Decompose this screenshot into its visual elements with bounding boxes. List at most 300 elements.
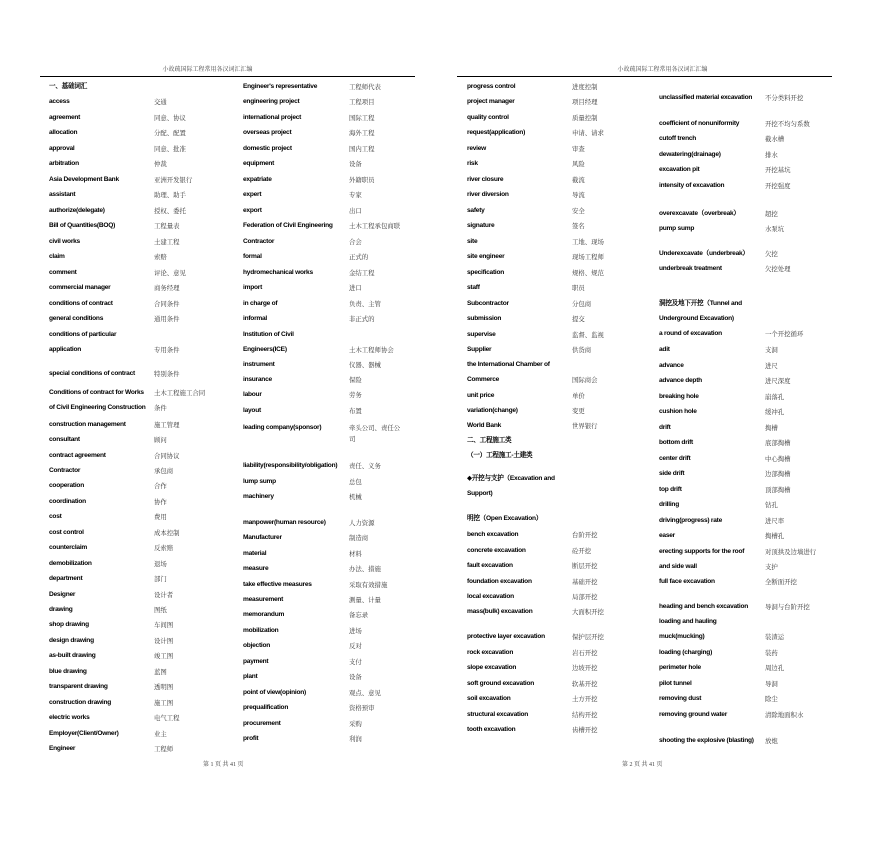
english-term: Asia Development Bank xyxy=(49,176,119,183)
english-term: payment xyxy=(243,658,269,665)
chinese-term: 交通 xyxy=(154,98,167,106)
english-term: Institution of Civil xyxy=(243,331,294,338)
chinese-term: 亚洲开发银行 xyxy=(154,176,193,184)
english-term: removing dust xyxy=(659,695,702,702)
english-term: measurement xyxy=(243,596,284,603)
chinese-term: 边坡开挖 xyxy=(572,664,598,672)
chinese-term: 开挖不均匀系数 xyxy=(765,120,810,128)
chinese-term: 全断面开挖 xyxy=(765,578,797,586)
chinese-term: 海外工程 xyxy=(349,129,375,137)
english-term: construction management xyxy=(49,421,126,428)
english-term: center drift xyxy=(659,455,691,462)
english-term: 二、工程施工类 xyxy=(467,437,512,444)
english-term: risk xyxy=(467,160,478,167)
chinese-term: 审查 xyxy=(572,145,585,153)
chinese-term: 通用条件 xyxy=(154,315,180,323)
english-term: Underexcavate（underbreak） xyxy=(659,250,749,257)
english-term: in charge of xyxy=(243,300,278,307)
english-term: domestic project xyxy=(243,145,292,152)
chinese-term: 掏槽孔 xyxy=(765,532,785,540)
chinese-term: 现场工程师 xyxy=(572,253,604,261)
english-term: removing ground water xyxy=(659,711,728,718)
chinese-term: 电气工程 xyxy=(154,714,180,722)
chinese-term: 合同协议 xyxy=(154,452,180,460)
chinese-term: 提交 xyxy=(572,315,585,323)
chinese-term: 进尺深度 xyxy=(765,377,791,385)
english-term: submission xyxy=(467,315,502,322)
english-term: site xyxy=(467,238,478,245)
chinese-term: 支护 xyxy=(765,563,778,571)
chinese-term: 顾问 xyxy=(154,436,167,444)
chinese-term: 施工管理 xyxy=(154,421,180,429)
english-term: objection xyxy=(243,642,271,649)
english-term: labour xyxy=(243,391,262,398)
english-term: soft ground excavation xyxy=(467,680,535,687)
chinese-term: 进尺 xyxy=(765,362,778,370)
english-term: Manufacturer xyxy=(243,534,282,541)
chinese-term: 材料 xyxy=(349,550,362,558)
chinese-term: 监督、监视 xyxy=(572,331,604,339)
chinese-term: 采取有效措施 xyxy=(349,581,388,589)
english-term: instrument xyxy=(243,361,275,368)
english-term: river diversion xyxy=(467,191,509,198)
chinese-term: 不分类料开挖 xyxy=(765,94,804,102)
chinese-term: 专用条件 xyxy=(154,346,180,354)
english-term: demobilization xyxy=(49,560,92,567)
english-term: of Civil Engineering Construction xyxy=(49,404,146,411)
english-term: heading and bench excavation xyxy=(659,603,748,610)
chinese-term: 支洞 xyxy=(765,346,778,354)
english-term: cost control xyxy=(49,529,84,536)
chinese-term: 风险 xyxy=(572,160,585,168)
chinese-term: 国际商会 xyxy=(572,376,598,384)
english-term: informal xyxy=(243,315,268,322)
chinese-term: 办法、措施 xyxy=(349,565,381,573)
english-term: point of view(opinion) xyxy=(243,689,306,696)
english-term: layout xyxy=(243,407,261,414)
english-term: blue drawing xyxy=(49,668,87,675)
english-term: cutoff trench xyxy=(659,135,697,142)
english-term: a round of excavation xyxy=(659,330,722,337)
english-term: conditions of particular xyxy=(49,331,117,338)
english-term: overexcavate（overbreak） xyxy=(659,210,740,217)
english-term: design drawing xyxy=(49,637,94,644)
chinese-term: 欠挖 xyxy=(765,250,778,258)
english-term: fault excavation xyxy=(467,562,513,569)
english-term: bottom drift xyxy=(659,439,693,446)
english-term: leading company(sponsor) xyxy=(243,424,322,431)
chinese-term: 备忘录 xyxy=(349,611,369,619)
english-term: the International Chamber of xyxy=(467,361,550,368)
english-term: dewatering(drainage) xyxy=(659,151,721,158)
english-term: signature xyxy=(467,222,495,229)
chinese-term: 软基开挖 xyxy=(572,680,598,688)
english-term: drilling xyxy=(659,501,679,508)
english-term: mobilization xyxy=(243,627,279,634)
english-term: application xyxy=(49,346,82,353)
english-term: 洞挖及地下开挖（Tunnel and xyxy=(659,300,742,307)
chinese-term: 同意、协议 xyxy=(154,114,186,122)
chinese-term: 设计者 xyxy=(154,591,174,599)
chinese-term: 牵头公司、责任公 xyxy=(349,424,401,432)
english-term: Contractor xyxy=(49,467,81,474)
chinese-term: 顶部掏槽 xyxy=(765,486,791,494)
english-term: easer xyxy=(659,532,675,539)
english-term: soil excavation xyxy=(467,695,511,702)
chinese-term: 截流 xyxy=(572,176,585,184)
chinese-term: 采购 xyxy=(349,720,362,728)
chinese-term: 协作 xyxy=(154,498,167,506)
chinese-term: 资格预审 xyxy=(349,704,375,712)
chinese-term: 观点、意见 xyxy=(349,689,381,697)
chinese-term: 利润 xyxy=(349,735,362,743)
chinese-term: 世界银行 xyxy=(572,422,598,430)
english-term: arbitration xyxy=(49,160,79,167)
chinese-term: 结构开挖 xyxy=(572,711,598,719)
header-rule xyxy=(457,76,832,77)
chinese-term: 工地、现场 xyxy=(572,238,604,246)
chinese-term: 土方开挖 xyxy=(572,695,598,703)
english-term: progress control xyxy=(467,83,516,90)
chinese-term: 工程师 xyxy=(154,745,174,753)
chinese-term: 土木工程承包商联 xyxy=(349,222,401,230)
chinese-term: 分配、配置 xyxy=(154,129,186,137)
english-term: expatriate xyxy=(243,176,272,183)
english-term: Support) xyxy=(467,490,493,497)
chinese-term: 开挖基坑 xyxy=(765,166,791,174)
english-term: variation(change) xyxy=(467,407,518,414)
english-term: Subcontractor xyxy=(467,300,509,307)
header-rule xyxy=(40,76,415,77)
chinese-term: 对顶拱及边墙进行 xyxy=(765,548,817,556)
chinese-term: 车间图 xyxy=(154,621,174,629)
chinese-term: 清除地面积水 xyxy=(765,711,804,719)
chinese-term: 截水槽 xyxy=(765,135,785,143)
english-term: approval xyxy=(49,145,75,152)
english-term: take effective measures xyxy=(243,581,312,588)
chinese-term: 合作 xyxy=(154,482,167,490)
english-term: shop drawing xyxy=(49,621,89,628)
english-term: site engineer xyxy=(467,253,505,260)
chinese-term: 局部开挖 xyxy=(572,593,598,601)
chinese-term: 承包商 xyxy=(154,467,174,475)
english-term: special conditions of contract xyxy=(49,370,135,377)
english-term: adit xyxy=(659,346,670,353)
english-term: structural excavation xyxy=(467,711,529,718)
chinese-term: 仪器、器械 xyxy=(349,361,381,369)
chinese-term: 业主 xyxy=(154,730,167,738)
english-term: as-built drawing xyxy=(49,652,96,659)
english-term: World Bank xyxy=(467,422,502,429)
english-term: unit price xyxy=(467,392,495,399)
english-term: export xyxy=(243,207,262,214)
chinese-term: 反对 xyxy=(349,642,362,650)
english-term: Engineer's representative xyxy=(243,83,318,90)
chinese-term: 土建工程 xyxy=(154,238,180,246)
chinese-term: 同意、批准 xyxy=(154,145,186,153)
chinese-term: 负责、主管 xyxy=(349,300,381,308)
english-term: transparent drawing xyxy=(49,683,108,690)
chinese-term: 进度控制 xyxy=(572,83,598,91)
english-term: contract agreement xyxy=(49,452,106,459)
chinese-term: 底部掏槽 xyxy=(765,439,791,447)
english-term: Commerce xyxy=(467,376,500,383)
chinese-term: 保险 xyxy=(349,376,362,384)
chinese-term: 装渣运 xyxy=(765,633,785,641)
english-term: Federation of Civil Engineering xyxy=(243,222,333,229)
english-term: procurement xyxy=(243,720,281,727)
chinese-term: 职员 xyxy=(572,284,585,292)
english-term: pump sump xyxy=(659,225,695,232)
english-term: insurance xyxy=(243,376,272,383)
english-term: quality control xyxy=(467,114,509,121)
chinese-term: 齿槽开挖 xyxy=(572,726,598,734)
english-term: drift xyxy=(659,424,671,431)
chinese-term: 导洞 xyxy=(765,680,778,688)
chinese-term: 单价 xyxy=(572,392,585,400)
chinese-term: 供货商 xyxy=(572,346,592,354)
english-term: plant xyxy=(243,673,258,680)
chinese-term: 图纸 xyxy=(154,606,167,614)
english-term: unclassified material excavation xyxy=(659,94,753,101)
english-term: breaking hole xyxy=(659,393,699,400)
chinese-term: 基础开挖 xyxy=(572,578,598,586)
english-term: agreement xyxy=(49,114,81,121)
english-term: and side wall xyxy=(659,563,697,570)
english-term: Conditions of contract for Works xyxy=(49,389,144,396)
english-term: conditions of contract xyxy=(49,300,113,307)
english-term: measure xyxy=(243,565,269,572)
chinese-term: 合同条件 xyxy=(154,300,180,308)
chinese-term: 欠挖处理 xyxy=(765,265,791,273)
chinese-term: 外籍职员 xyxy=(349,176,375,184)
english-term: foundation excavation xyxy=(467,578,532,585)
english-term: machinery xyxy=(243,493,274,500)
english-term: side drift xyxy=(659,470,685,477)
english-term: Contractor xyxy=(243,238,275,245)
english-term: counterclaim xyxy=(49,544,88,551)
page-header: 小故疏国际工程常用各汉词汇汇编 xyxy=(617,67,708,73)
english-term: underbreak treatment xyxy=(659,265,722,272)
chinese-term: 一个开挖循环 xyxy=(765,330,804,338)
english-term: profit xyxy=(243,735,259,742)
english-term: assistant xyxy=(49,191,76,198)
chinese-term: 授权、委托 xyxy=(154,207,186,215)
english-term: perimeter hole xyxy=(659,664,701,671)
english-term: coordination xyxy=(49,498,86,505)
english-term: memorandum xyxy=(243,611,285,618)
chinese-term: 申请、请求 xyxy=(572,129,604,137)
chinese-term: 支付 xyxy=(349,658,362,666)
chinese-term: 仲裁 xyxy=(154,160,167,168)
english-term: electric works xyxy=(49,714,90,721)
english-term: Engineer xyxy=(49,745,76,752)
english-term: muck(mucking) xyxy=(659,633,705,640)
document-page-2 xyxy=(455,0,870,842)
chinese-term: 测量、计量 xyxy=(349,596,381,604)
english-term: Bill of Quantities(BOQ) xyxy=(49,222,116,229)
chinese-term: 边部掏槽 xyxy=(765,470,791,478)
chinese-term: 机械 xyxy=(349,493,362,501)
document-page-1 xyxy=(0,0,415,842)
english-term: supervise xyxy=(467,331,496,338)
english-term: request(application) xyxy=(467,129,526,136)
chinese-term: 人力资源 xyxy=(349,519,375,527)
english-term: construction drawing xyxy=(49,699,112,706)
english-term: driving(progress) rate xyxy=(659,517,723,524)
english-term: coefficient of nonuniformity xyxy=(659,120,740,127)
english-term: staff xyxy=(467,284,480,291)
chinese-term: 布置 xyxy=(349,407,362,415)
chinese-term: 超挖 xyxy=(765,210,778,218)
chinese-term: 商务经理 xyxy=(154,284,180,292)
chinese-term: 国际工程 xyxy=(349,114,375,122)
english-term: Engineers(ICE) xyxy=(243,346,287,353)
chinese-term: 退场 xyxy=(154,560,167,568)
chinese-term: 除尘 xyxy=(765,695,778,703)
english-term: Employer(Client/Owner) xyxy=(49,730,119,737)
english-term: loading (charging) xyxy=(659,649,713,656)
english-term: manpower(human resource) xyxy=(243,519,326,526)
chinese-term: 中心掏槽 xyxy=(765,455,791,463)
english-term: cooperation xyxy=(49,482,84,489)
english-term: claim xyxy=(49,253,65,260)
chinese-term: 土木工程施工合同 xyxy=(154,389,206,397)
chinese-term: 司 xyxy=(349,435,356,443)
english-term: shooting the explosive (blasting) xyxy=(659,737,754,744)
english-term: engineering project xyxy=(243,98,300,105)
chinese-term: 工程师代表 xyxy=(349,83,381,91)
english-term: river closure xyxy=(467,176,504,183)
chinese-term: 水泵坑 xyxy=(765,225,785,233)
english-term: bench excavation xyxy=(467,531,519,538)
english-term: formal xyxy=(243,253,262,260)
chinese-term: 崩落孔 xyxy=(765,393,785,401)
chinese-term: 分包商 xyxy=(572,300,592,308)
english-term: lump sump xyxy=(243,478,276,485)
english-term: authorize(delegate) xyxy=(49,207,105,214)
english-term: intensity of excavation xyxy=(659,182,725,189)
english-term: equipment xyxy=(243,160,275,167)
english-term: allocation xyxy=(49,129,78,136)
english-term: （一）工程施工-土建类 xyxy=(467,452,533,459)
english-term: drawing xyxy=(49,606,73,613)
english-term: civil works xyxy=(49,238,80,245)
english-term: hydromechanical works xyxy=(243,269,313,276)
chinese-term: 变更 xyxy=(572,407,585,415)
chinese-term: 签名 xyxy=(572,222,585,230)
chinese-term: 条件 xyxy=(154,404,167,412)
english-term: rock excavation xyxy=(467,649,514,656)
english-term: commercial manager xyxy=(49,284,111,291)
english-term: local excavation xyxy=(467,593,514,600)
page-footer: 第 2 页 共 41 页 xyxy=(622,762,663,768)
english-term: expert xyxy=(243,191,262,198)
chinese-term: 工程量表 xyxy=(154,222,180,230)
chinese-term: 项目经理 xyxy=(572,98,598,106)
chinese-term: 放炮 xyxy=(765,737,778,745)
chinese-term: 钻孔 xyxy=(765,501,778,509)
english-term: protective layer excavation xyxy=(467,633,545,640)
chinese-term: 金结工程 xyxy=(349,269,375,277)
english-term: erecting supports for the roof xyxy=(659,548,745,555)
english-term: full face excavation xyxy=(659,578,715,585)
english-term: import xyxy=(243,284,263,291)
english-term: material xyxy=(243,550,267,557)
chinese-term: 设备 xyxy=(349,673,362,681)
english-term: general conditions xyxy=(49,315,104,322)
english-term: comment xyxy=(49,269,77,276)
english-term: cushion hole xyxy=(659,408,697,415)
chinese-term: 导洞与台阶开挖 xyxy=(765,603,810,611)
chinese-term: 特别条件 xyxy=(154,370,180,378)
chinese-term: 费用 xyxy=(154,513,167,521)
chinese-term: 设计图 xyxy=(154,637,174,645)
english-term: review xyxy=(467,145,487,152)
english-term: advance depth xyxy=(659,377,702,384)
chinese-term: 合会 xyxy=(349,238,362,246)
chinese-term: 砼开挖 xyxy=(572,547,592,555)
chinese-term: 施工图 xyxy=(154,699,174,707)
english-term: liability(responsibility/obligation) xyxy=(243,462,338,469)
chinese-term: 台阶开挖 xyxy=(572,531,598,539)
english-term: slope excavation xyxy=(467,664,517,671)
chinese-term: 周边孔 xyxy=(765,664,785,672)
chinese-term: 责任、义务 xyxy=(349,462,381,470)
english-term: loading and hauling xyxy=(659,618,717,625)
english-term: project manager xyxy=(467,98,515,105)
chinese-term: 缓冲孔 xyxy=(765,408,785,416)
chinese-term: 大面积开挖 xyxy=(572,608,604,616)
chinese-term: 国内工程 xyxy=(349,145,375,153)
page-header: 小故疏国际工程常用各汉词汇汇编 xyxy=(162,67,253,73)
chinese-term: 竣工图 xyxy=(154,652,174,660)
chinese-term: 索赔 xyxy=(154,253,167,261)
english-term: mass(bulk) excavation xyxy=(467,608,533,615)
chinese-term: 蓝图 xyxy=(154,668,167,676)
chinese-term: 进场 xyxy=(349,627,362,635)
chinese-term: 开挖强度 xyxy=(765,182,791,190)
english-term: ◆开挖与支护（Excavation and xyxy=(467,475,555,482)
english-term: Underground Excavation) xyxy=(659,315,734,322)
chinese-term: 土木工程师协会 xyxy=(349,346,394,354)
chinese-term: 保护层开挖 xyxy=(572,633,604,641)
english-term: top drift xyxy=(659,486,682,493)
chinese-term: 专家 xyxy=(349,191,362,199)
chinese-term: 部门 xyxy=(154,575,167,583)
english-term: prequalification xyxy=(243,704,289,711)
english-term: consultant xyxy=(49,436,80,443)
english-term: Supplier xyxy=(467,346,492,353)
chinese-term: 岩石开挖 xyxy=(572,649,598,657)
english-term: tooth excavation xyxy=(467,726,516,733)
english-term: pilot tunnel xyxy=(659,680,692,687)
english-term: international project xyxy=(243,114,302,121)
chinese-term: 制造商 xyxy=(349,534,369,542)
chinese-term: 助理、助手 xyxy=(154,191,186,199)
english-term: 明挖（Open Excavation） xyxy=(467,515,543,522)
english-term: safety xyxy=(467,207,485,214)
chinese-term: 安全 xyxy=(572,207,585,215)
english-term: overseas project xyxy=(243,129,292,136)
chinese-term: 掏槽 xyxy=(765,424,778,432)
chinese-term: 导流 xyxy=(572,191,585,199)
chinese-term: 装药 xyxy=(765,649,778,657)
chinese-term: 正式的 xyxy=(349,253,369,261)
english-term: excavation pit xyxy=(659,166,700,173)
english-term: 一、基础词汇 xyxy=(49,83,88,90)
chinese-term: 工程项目 xyxy=(349,98,375,106)
